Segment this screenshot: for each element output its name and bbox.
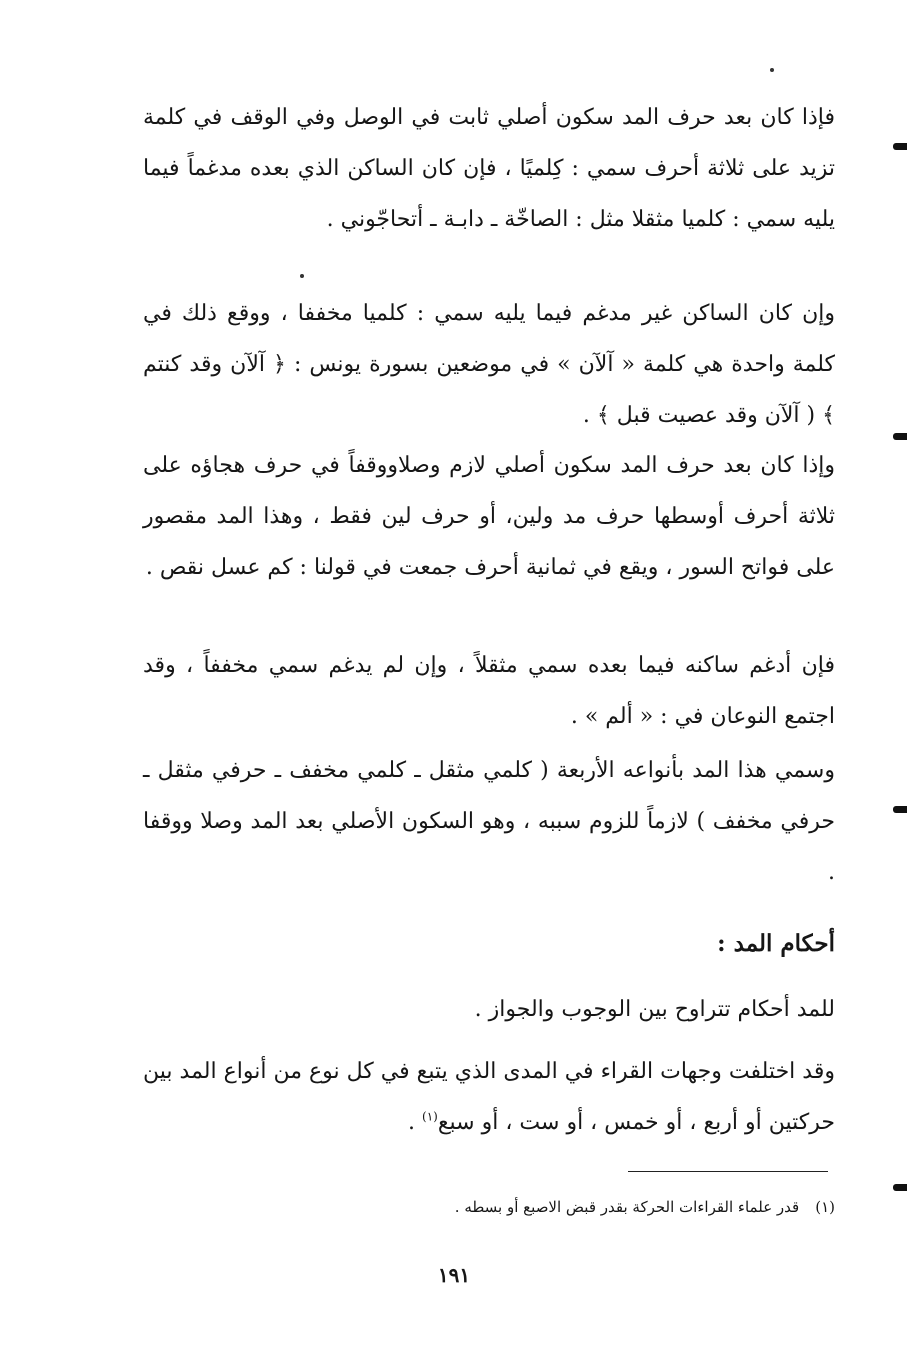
paragraph-1: فإذا كان بعد حرف المد سكون أصلي ثابت في الوصل وفي الوقف في كلمة تزيد على ثلاثة أحرف سمي : كِلميًا ، فإن كان الساكن الذي بعده مدغماً فيما يليه سمي : كلميا مثقلا مثل : الصاخّة ـ دابـة ـ أتحاجّوني . [143, 105, 835, 232]
scan-edge-mark [893, 806, 907, 813]
scan-edge-mark [893, 143, 907, 150]
page-number: ١٩١ [437, 1263, 471, 1287]
paragraph-7 [143, 1046, 905, 1148]
scan-speck [770, 68, 774, 72]
footnote-divider [628, 1171, 828, 1172]
section-heading: أحكام المد : [717, 930, 835, 957]
paragraph-2: وإن كان الساكن غير مدغم فيما يليه سمي : كلميا مخففا ، ووقع ذلك في كلمة واحدة هي كلمة « آلآن » في موضعين بسورة يونس : ﴿ آلآن وقد كنتم ﴾ ( آلآن وقد عصيت قبل ﴾ . [143, 301, 835, 428]
scan-edge-mark [893, 1184, 907, 1191]
footnote-marker: (١) [815, 1198, 835, 1216]
paragraph-4: فإن أدغم ساكنه فيما بعده سمي مثقلاً ، وإن لم يدغم سمي مخففاً ، وقد اجتمع النوعان في : « ألم » . [143, 653, 835, 729]
scan-speck [300, 274, 304, 278]
paragraph-7-text: وقد اختلفت وجهات القراء في المدى الذي يتبع في كل نوع من أنواع المد بين حركتين أو أربع ، أو خمس ، أو ست ، أو سبع [143, 1059, 835, 1135]
scan-edge-mark [893, 433, 907, 440]
paragraph-3: وإذا كان بعد حرف المد سكون أصلي لازم وصلاووقفاً في حرف هجاؤه على ثلاثة أحرف أوسطها حرف مد ولين، أو حرف لين فقط ، وهذا المد مقصور على فواتح السور ، ويقع في ثمانية أحرف جمعت في قولنا : كم عسل نقص . [143, 453, 835, 580]
footnote-text: قدر علماء القراءات الحركة بقدر قبض الاصبع أو بسطه . [454, 1198, 800, 1216]
paragraph-7-end: . [408, 1110, 422, 1135]
footnote [143, 1194, 835, 1220]
paragraph-6: للمد أحكام تتراوح بين الوجوب والجواز . [474, 997, 835, 1022]
paragraph-5: وسمي هذا المد بأنواعه الأربعة ( كلمي مثقل ـ كلمي مخفف ـ حرفي مثقل ـ حرفي مخفف ) لازماً للزوم سببه ، وهو السكون الأصلي بعد المد وصلا ووقفا . [143, 758, 835, 885]
footnote-reference: (١) [422, 1109, 438, 1124]
